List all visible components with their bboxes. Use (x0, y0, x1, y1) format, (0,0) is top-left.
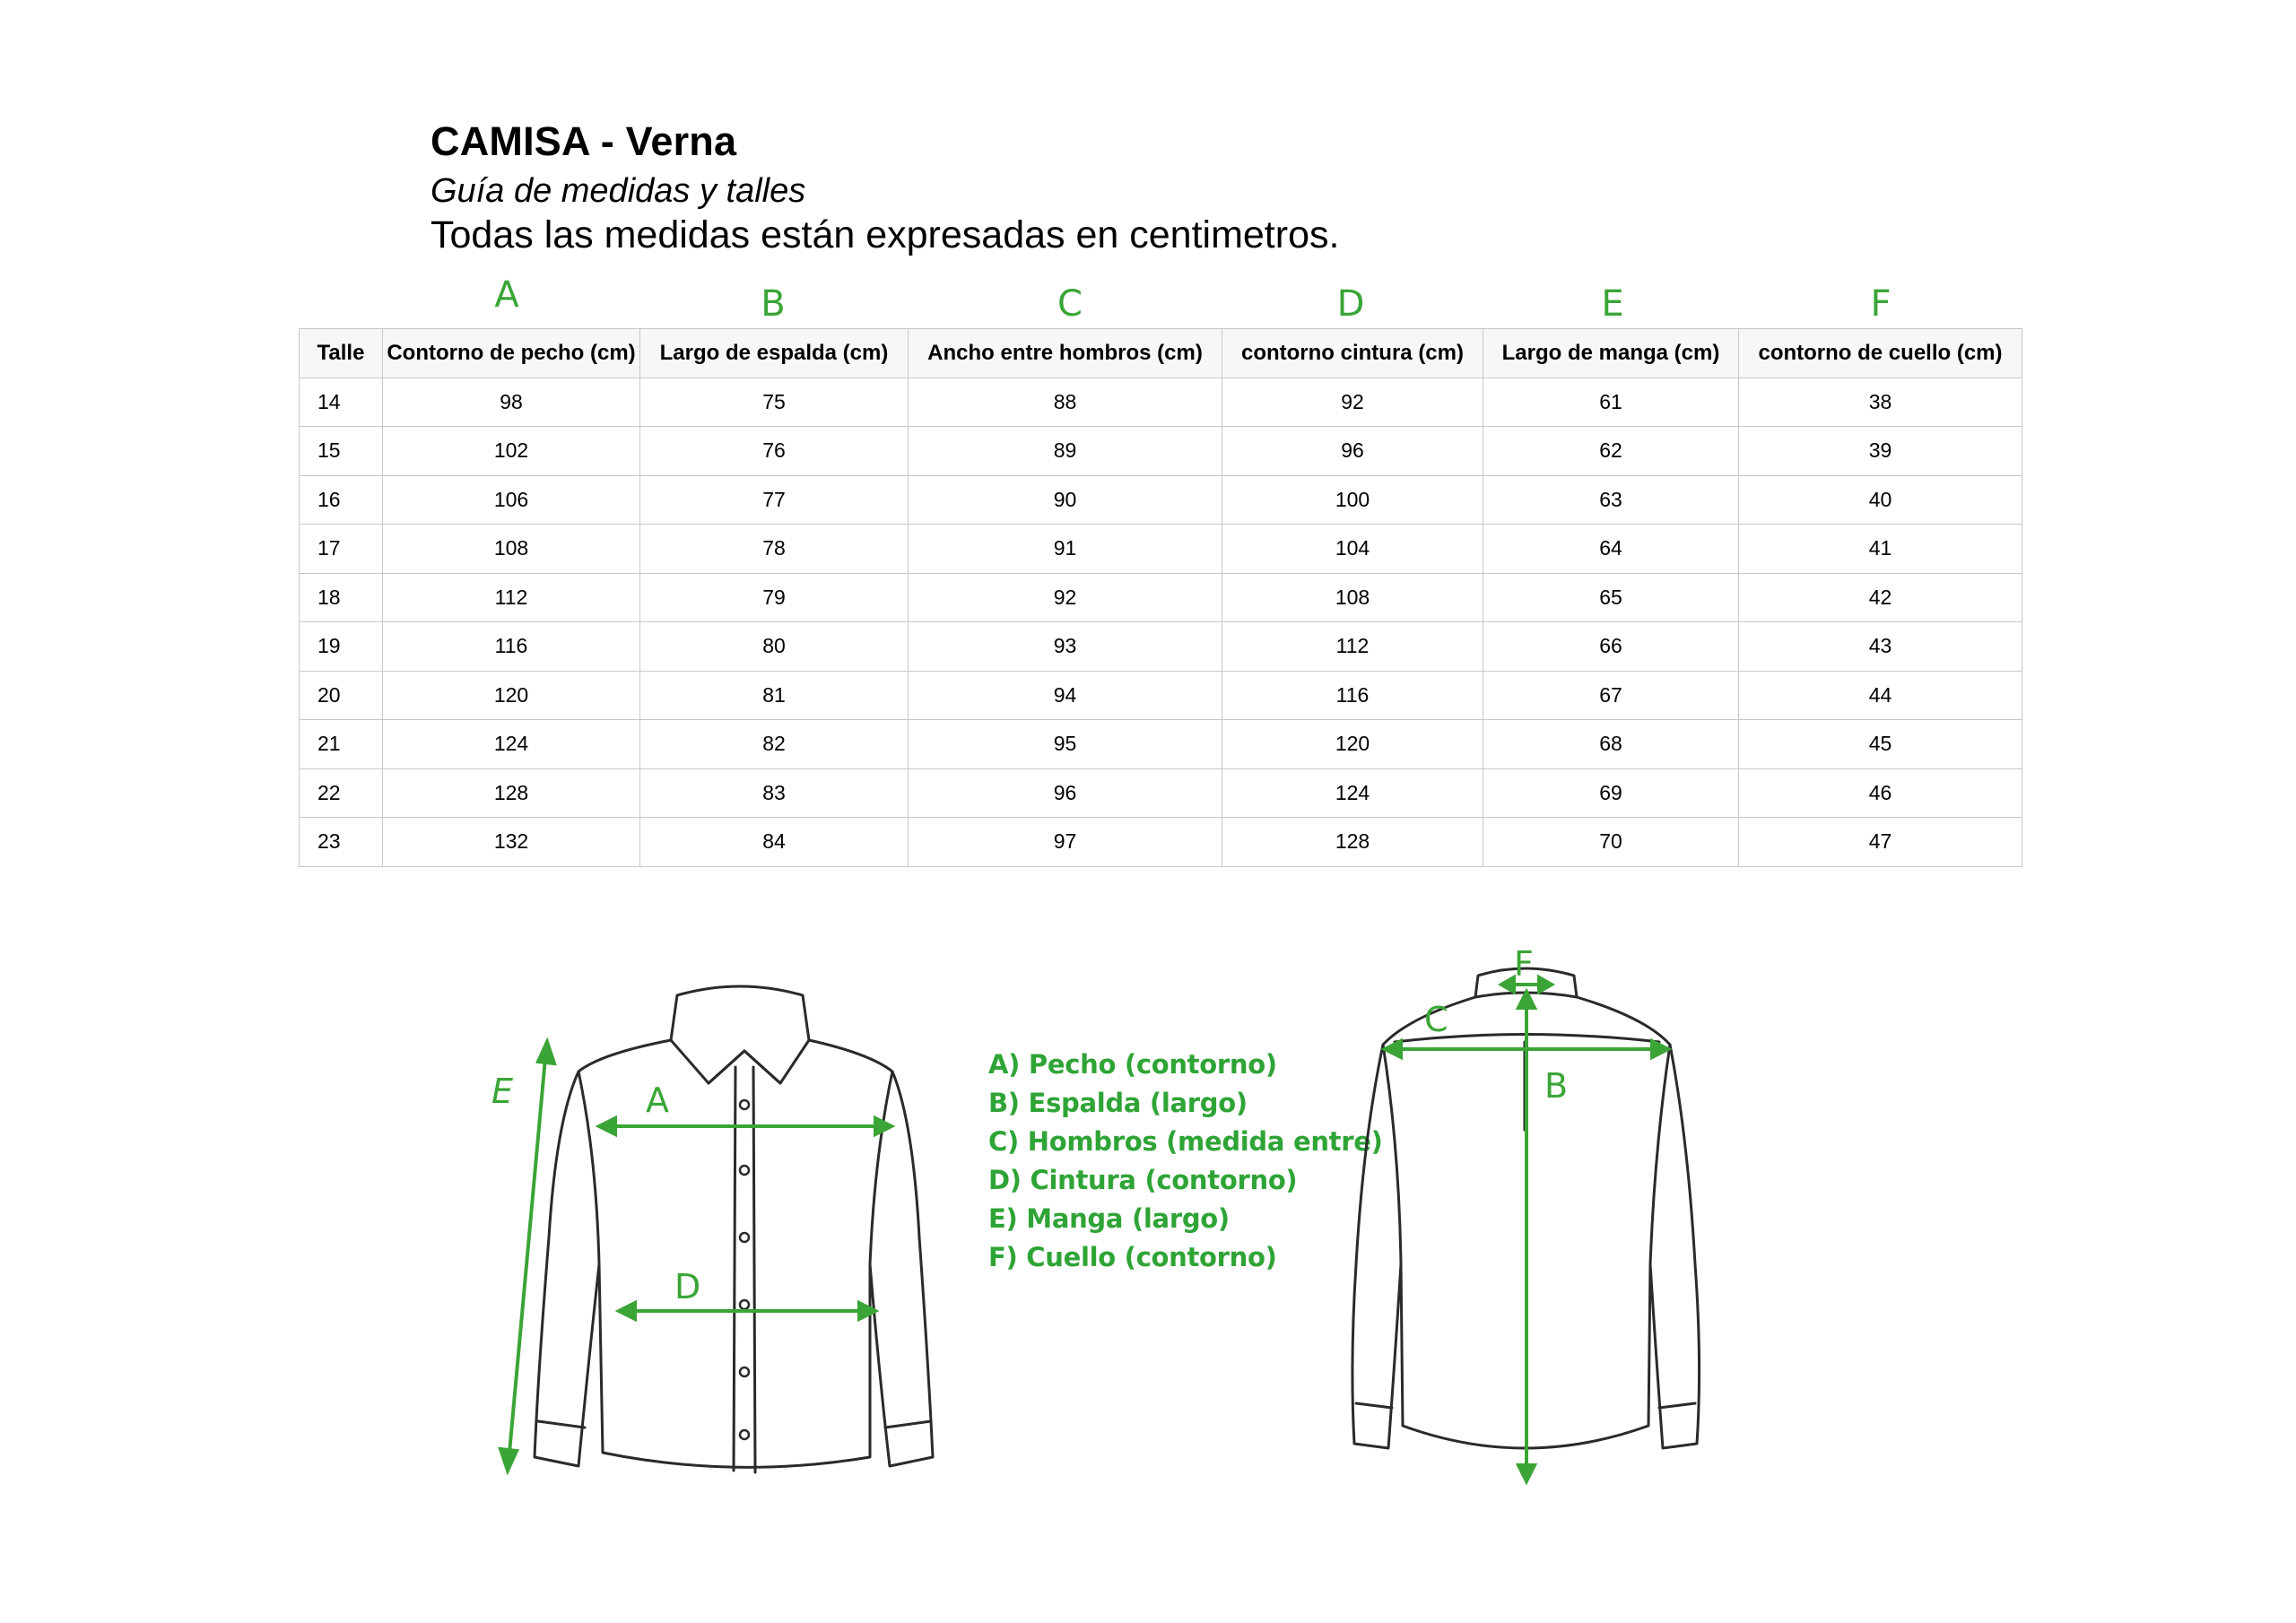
front-shirt-sketch (535, 986, 933, 1472)
page-subtitle: Guía de medidas y talles (430, 172, 806, 210)
table-cell: 80 (640, 622, 909, 672)
table-cell: 41 (1739, 525, 2022, 574)
front-measure-arrows (500, 1042, 891, 1471)
table-cell: 90 (909, 475, 1222, 525)
table-cell: 69 (1483, 768, 1739, 818)
table-cell: 39 (1739, 427, 2022, 476)
column-letter-c: C (1057, 283, 1083, 325)
legend-item-a: A) Pecho (contorno) (988, 1049, 1277, 1080)
table-cell: 92 (909, 573, 1222, 622)
table-cell: 120 (383, 671, 640, 720)
table-cell: 124 (1222, 768, 1483, 818)
table-cell: 45 (1739, 720, 2022, 769)
table-cell: 68 (1483, 720, 1739, 769)
table-cell: 70 (1483, 818, 1739, 867)
table-cell-talle: 14 (300, 378, 383, 427)
table-row (300, 622, 2022, 672)
table-cell: 100 (1222, 475, 1483, 525)
table-cell: 65 (1483, 573, 1739, 622)
table-cell: 62 (1483, 427, 1739, 476)
table-cell: 43 (1739, 622, 2022, 672)
table-cell: 132 (383, 818, 640, 867)
table-cell: 64 (1483, 525, 1739, 574)
table-row (300, 768, 2022, 818)
table-cell: 40 (1739, 475, 2022, 525)
table-row (300, 720, 2022, 769)
legend-item-f: F) Cuello (contorno) (988, 1242, 1277, 1272)
table-cell: 112 (1222, 622, 1483, 672)
table-cell: 128 (383, 768, 640, 818)
back-label-f: F (1514, 944, 1534, 984)
page-title: CAMISA - Verna (430, 118, 737, 164)
table-cell: 46 (1739, 768, 2022, 818)
size-table (299, 328, 2022, 867)
table-cell: 116 (1222, 671, 1483, 720)
table-cell: 116 (383, 622, 640, 672)
table-row (300, 475, 2022, 525)
column-letter-a: A (494, 274, 519, 316)
table-cell: 93 (909, 622, 1222, 672)
table-cell: 76 (640, 427, 909, 476)
header-manga: Largo de manga (cm) (1483, 329, 1739, 378)
column-letter-b: B (761, 283, 786, 325)
table-cell: 88 (909, 378, 1222, 427)
table-cell: 95 (909, 720, 1222, 769)
header-pecho: Contorno de pecho (cm) (383, 329, 640, 378)
units-note: Todas las medidas están expresadas en centimetros. (430, 213, 1340, 256)
table-row (300, 525, 2022, 574)
table-cell: 97 (909, 818, 1222, 867)
table-row (300, 573, 2022, 622)
table-cell: 84 (640, 818, 909, 867)
table-cell: 98 (383, 378, 640, 427)
table-cell: 82 (640, 720, 909, 769)
table-row (300, 378, 2022, 427)
table-cell: 89 (909, 427, 1222, 476)
table-cell: 75 (640, 378, 909, 427)
table-cell: 81 (640, 671, 909, 720)
back-label-b: B (1544, 1066, 1569, 1106)
table-cell: 112 (383, 573, 640, 622)
table-cell: 78 (640, 525, 909, 574)
table-cell-talle: 23 (300, 818, 383, 867)
header-cuello: contorno de cuello (cm) (1739, 329, 2022, 378)
table-cell: 77 (640, 475, 909, 525)
table-cell: 91 (909, 525, 1222, 574)
table-cell: 38 (1739, 378, 2022, 427)
legend-item-b: B) Espalda (largo) (988, 1088, 1248, 1118)
table-cell: 92 (1222, 378, 1483, 427)
header-talle: Talle (300, 329, 383, 378)
measurement-legend (988, 1046, 1383, 1277)
table-cell: 96 (909, 768, 1222, 818)
table-cell: 96 (1222, 427, 1483, 476)
header-hombros: Ancho entre hombros (cm) (909, 329, 1222, 378)
table-cell: 83 (640, 768, 909, 818)
legend-item-e: E) Manga (largo) (988, 1203, 1230, 1234)
table-cell: 61 (1483, 378, 1739, 427)
table-cell: 63 (1483, 475, 1739, 525)
table-cell: 42 (1739, 573, 2022, 622)
legend-item-d: D) Cintura (contorno) (988, 1165, 1298, 1195)
front-label-d: D (674, 1267, 701, 1306)
front-shirt-buttons (740, 1100, 749, 1439)
table-row (300, 671, 2022, 720)
table-cell-talle: 18 (300, 573, 383, 622)
back-label-c: C (1424, 1000, 1448, 1039)
table-cell: 106 (383, 475, 640, 525)
table-cell-talle: 20 (300, 671, 383, 720)
column-letter-f: F (1870, 283, 1892, 325)
table-cell: 120 (1222, 720, 1483, 769)
table-cell: 47 (1739, 818, 2022, 867)
table-row (300, 818, 2022, 867)
front-label-e: E (491, 1072, 514, 1111)
table-cell-talle: 21 (300, 720, 383, 769)
table-row (300, 427, 2022, 476)
table-cell: 102 (383, 427, 640, 476)
table-cell: 79 (640, 573, 909, 622)
table-cell-talle: 19 (300, 622, 383, 672)
table-cell-talle: 22 (300, 768, 383, 818)
table-cell: 44 (1739, 671, 2022, 720)
table-cell: 104 (1222, 525, 1483, 574)
column-letter-d: D (1336, 283, 1365, 325)
header-espalda: Largo de espalda (cm) (640, 329, 909, 378)
table-header-row (300, 329, 2022, 378)
back-shirt-figure (1345, 942, 1740, 1497)
table-cell: 128 (1222, 818, 1483, 867)
front-shirt-figure (484, 968, 987, 1488)
table-cell: 124 (383, 720, 640, 769)
table-cell: 66 (1483, 622, 1739, 672)
back-measure-arrows (1385, 977, 1668, 1481)
legend-item-c: C) Hombros (medida entre) (988, 1126, 1383, 1157)
header-cintura: contorno cintura (cm) (1222, 329, 1483, 378)
column-letter-e: E (1601, 283, 1624, 325)
table-cell: 108 (1222, 573, 1483, 622)
front-label-a: A (646, 1081, 669, 1120)
table-cell: 67 (1483, 671, 1739, 720)
table-cell: 94 (909, 671, 1222, 720)
column-letters (0, 274, 2296, 328)
table-cell-talle: 16 (300, 475, 383, 525)
table-cell-talle: 17 (300, 525, 383, 574)
table-cell-talle: 15 (300, 427, 383, 476)
table-cell: 108 (383, 525, 640, 574)
